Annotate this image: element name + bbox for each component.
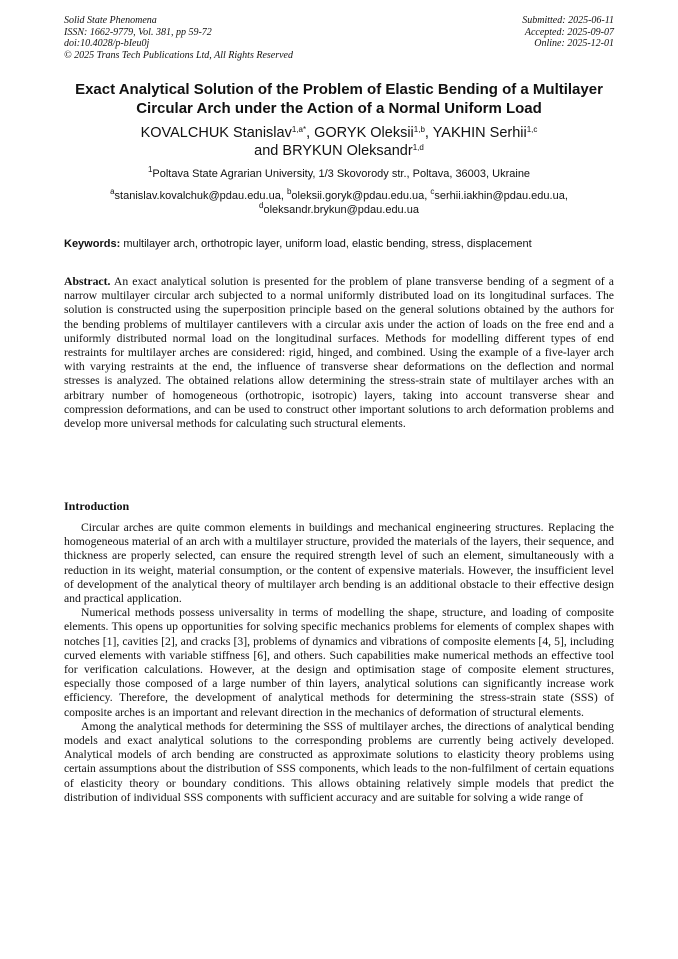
abstract-text: An exact analytical solution is presented for the problem of plane transverse bending of a segment of a narrow multilayer circular arch subjected to a normal uniformly distributed load on its longitudinal surfaces. The solution is constructed using the superposition principle based on the general solutions obtained by the authors for the bending problems of multilayer cantilevers with a circular axis under the action of loads on the free end and a uniformly distributed normal load on the longitudinal surfaces. Methods for modelling different types of end restraints for multilayer arches are considered: rigid, hinged, and combined. Using the example of a five-layer arch with varying restraints at the end, the influence of transverse shear deformations on the deflection and normal stresses is analyzed. The obtained relations allow determining the stress-strain state of multilayer arches with an arbitrary number of homogeneous (orthotropic, isotropic) layers, taking into account transverse shear and compression deformations, and can be used to construct other important solutions to arch deformation problems and develop more universal methods for calculating such structural elements. bbox=[64, 275, 614, 431]
journal-doi[interactable]: doi:10.4028/p-bIeu0j bbox=[64, 38, 150, 49]
author-name: KOVALCHUK Stanislav bbox=[140, 125, 292, 141]
author-name: GORYK Oleksii bbox=[314, 125, 414, 141]
author-separator: , bbox=[424, 125, 433, 141]
paragraph: Circular arches are quite common elements in buildings and mechanical engineering structures. Replacing the homogeneous material of an arch with a multilayer structure, provided the materials of the layers, their sequence, and thickness are properly selected, can ensure the required strength level of such an element, simultaneously with a reduction in its weight, material consumption, or the content of expensive materials. However, the insufficient level of development of the analytical theory of multilayer arch bending is an additional obstacle to their effective design and practical application. bbox=[64, 521, 614, 606]
paper-title: Exact Analytical Solution of the Problem of Elastic Bending of a Multilayer Circular Arch under the Action of a Normal Uniform Load bbox=[75, 81, 603, 117]
author-superscript: 1,d bbox=[412, 143, 424, 152]
email-separator: , bbox=[280, 190, 287, 202]
section-heading-introduction: Introduction bbox=[64, 499, 130, 513]
keywords-label: Keywords: bbox=[64, 238, 121, 250]
affiliation-text: Poltava State Agrarian University, 1/3 Skovorody str., Poltava, 36003, Ukraine bbox=[152, 168, 531, 180]
abstract-label: Abstract. bbox=[64, 275, 111, 288]
paragraph: Among the analytical methods for determining the SSS of multilayer arches, the directions of analytical bending models and exact analytical solutions to the corresponding problems are currently being actively developed. Analytical models of arch bending are constructed as approximate solutions to elasticity theory problems using certain assumptions about the distribution of SSS components, which leads to the non-fulfilment of certain equations of elasticity theory or boundary conditions. This allows obtaining relatively simple models that predict the distribution of individual SSS components with sufficient accuracy and are suitable for solving a wide range of bbox=[64, 719, 614, 804]
email-superscript: c bbox=[430, 187, 435, 196]
author-name: YAKHIN Serhii bbox=[432, 125, 527, 141]
author-superscript: 1,a* bbox=[291, 125, 307, 134]
publication-dates bbox=[522, 15, 614, 50]
author-superscript: 1,c bbox=[526, 125, 538, 134]
accepted-date: Accepted: 2025-09-07 bbox=[524, 26, 614, 38]
journal-issn: ISSN: 1662-9779, Vol. 381, pp 59-72 bbox=[64, 26, 212, 38]
affiliation bbox=[64, 167, 614, 181]
author-name: and BRYKUN Oleksandr bbox=[254, 143, 413, 159]
email-link[interactable]: oleksandr.brykun@pdau.edu.ua bbox=[263, 204, 419, 216]
email-superscript: b bbox=[286, 187, 292, 196]
abstract bbox=[64, 275, 614, 431]
email-superscript: a bbox=[110, 187, 115, 196]
email-link[interactable]: serhii.iakhin@pdau.edu.ua bbox=[434, 190, 565, 202]
author-separator: , bbox=[306, 125, 315, 141]
introduction-body bbox=[64, 521, 614, 805]
author-superscript: 1,b bbox=[413, 125, 425, 134]
journal-name: Solid State Phenomena bbox=[64, 15, 157, 26]
journal-info bbox=[64, 15, 293, 61]
paragraph: Numerical methods possess universality in terms of modelling the shape, structure, and loading of composite elements. This opens up opportunities for solving specific mechanics problems for elements of complex shapes with notches [1], cavities [2], and cracks [3], problems of dynamics and vibrations of composite elements [4, 5], including curved elements with variable stiffness [6], and others. Such capabilities make numerical methods an effective tool for verification calculations. However, at the design and optimisation stage of composite element structures, especially those composed of a large number of thin layers, analytical solutions can significantly increase work efficiency. Therefore, the development of analytical methods for determining the stress-strain state (SSS) of composite arches is an important and relevant direction in the mechanics of deformation of structural elements. bbox=[64, 606, 614, 719]
email-separator: , bbox=[564, 190, 568, 202]
submitted-date: Submitted: 2025-06-11 bbox=[522, 15, 614, 26]
keywords-text: multilayer arch, orthotropic layer, uniform load, elastic bending, stress, displacement bbox=[123, 238, 532, 250]
email-link[interactable]: stanislav.kovalchuk@pdau.edu.ua bbox=[114, 190, 281, 202]
keywords bbox=[64, 237, 614, 251]
online-date: Online: 2025-12-01 bbox=[534, 38, 614, 49]
email-link[interactable]: oleksii.goryk@pdau.edu.ua bbox=[291, 190, 425, 202]
email-superscript: d bbox=[259, 201, 264, 210]
affiliation-superscript: 1 bbox=[147, 165, 153, 174]
author-list bbox=[64, 124, 614, 160]
journal-copyright: © 2025 Trans Tech Publications Ltd, All Rights Reserved bbox=[64, 49, 293, 61]
email-separator: , bbox=[424, 190, 431, 202]
email-list bbox=[64, 189, 614, 217]
